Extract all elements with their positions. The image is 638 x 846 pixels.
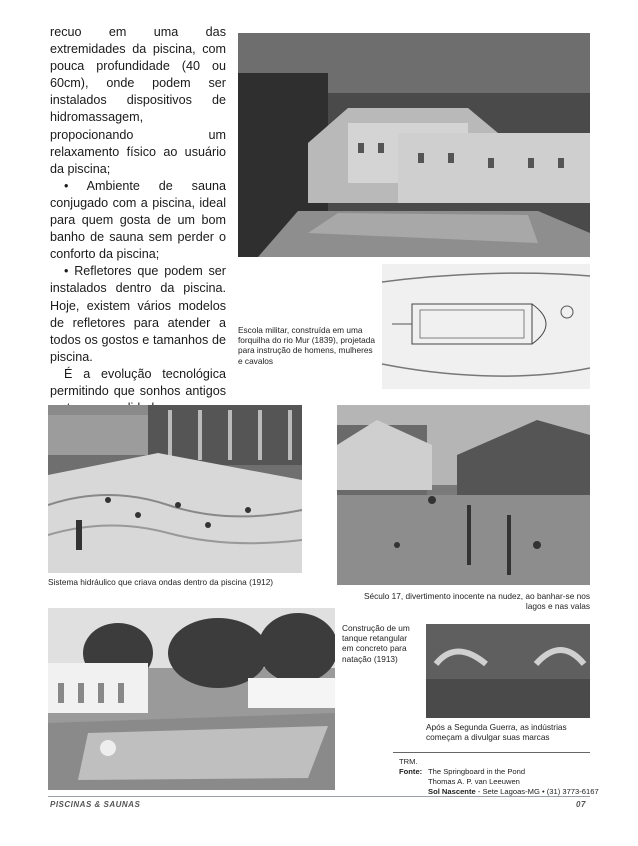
paragraph-conclusion: É a evolução tecnológica permitindo que sonhos antigos [50, 366, 226, 398]
photo-pool-plan [382, 264, 590, 389]
paragraph-hydromassage: recuo em uma das extremidades da piscina, com pouca profundidade (40 ou 60cm), onde podem ser instalados dispositivos de hidromassagem, propocionando um relaxamento físico ao usuário da piscina; [50, 25, 226, 176]
photo-wave-pool [48, 405, 302, 573]
source-book: The Springboard in the Pond [428, 767, 526, 776]
article-body [50, 24, 226, 417]
source-credit: TRM. [399, 757, 418, 766]
footer-rule [48, 796, 590, 797]
footer-section-title: PISCINAS & SAUNAS [50, 800, 141, 809]
source-company: Sol Nascente [428, 787, 476, 796]
photo-military-school [238, 33, 590, 257]
photo-concrete-pool [48, 608, 335, 790]
paragraph-reflectors: • Refletores que podem ser instalados dentro da piscina. Hoje, existem vários modelos de refletores para atender a todos os gostos e tamanhos de piscina. [50, 264, 226, 364]
footer-page-number: 07 [576, 800, 586, 809]
source-label: Fonte: [399, 767, 423, 776]
photo-post-war-advertising [426, 624, 590, 718]
caption-military-school: Escola militar, construída em uma forquilha do rio Mur (1839), projetada para instrução de homens, mulheres e cavalos [238, 325, 375, 366]
source-contact: - Sete Lagoas-MG • (31) 3773-6167 [475, 787, 599, 796]
caption-post-war: Após a Segunda Guerra, as indústrias começam a divulgar suas marcas [426, 722, 567, 743]
photo-17th-century-bathing [337, 405, 590, 585]
caption-century-17: Século 17, divertimento inocente na nudez, ao banhar-se nos lagos e nas valas [363, 591, 590, 612]
caption-rectangular-tank: Construção de um tanque retangular em concreto para natação (1913) [342, 623, 410, 664]
source-rule [393, 752, 590, 753]
source-author: Thomas A. P. van Leeuwen [428, 777, 520, 786]
paragraph-sauna: • Ambiente de sauna conjugado com a piscina, ideal para quem gosta de um bom banho de sauna sem perder o conforto da piscina; [50, 178, 226, 262]
caption-wave-system: Sistema hidráulico que criava ondas dentro da piscina (1912) [48, 577, 274, 587]
